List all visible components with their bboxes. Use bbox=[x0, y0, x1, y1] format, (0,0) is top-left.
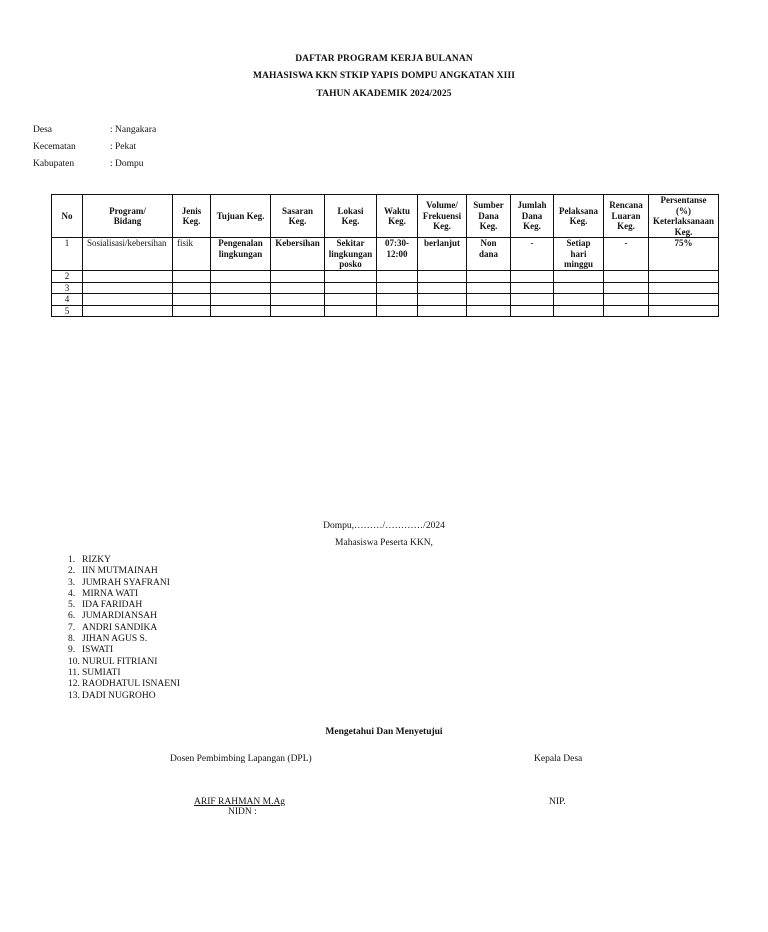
cell-program: Sosialisasi/kebersihan bbox=[83, 238, 173, 271]
cell-no: 4 bbox=[52, 294, 83, 306]
col-rencana: Rencana Luaran Keg. bbox=[604, 195, 649, 238]
list-item: 4. MIRNA WATI bbox=[68, 588, 139, 599]
list-item: 3. JUMRAH SYAFRANI bbox=[68, 577, 170, 588]
cell-pelaksana: Setiap hari minggu bbox=[554, 238, 604, 271]
col-waktu: Waktu Keg. bbox=[377, 195, 418, 238]
kades-nip: NIP. bbox=[549, 797, 566, 807]
doc-title-line-3: TAHUN AKADEMIK 2024/2025 bbox=[316, 89, 452, 99]
table-row bbox=[52, 238, 719, 271]
cell-no: 3 bbox=[52, 282, 83, 294]
approval-heading: Mengetahui Dan Menyetujui bbox=[325, 727, 443, 737]
list-item: 13. DADI NUGROHO bbox=[68, 690, 156, 701]
list-item: 8. JIHAN AGUS S. bbox=[68, 634, 148, 645]
doc-title-line-2: MAHASISWA KKN STKIP YAPIS DOMPU ANGKATAN XIII bbox=[252, 71, 516, 81]
dpl-nidn: NIDN : bbox=[228, 807, 257, 817]
cell-waktu: 07:30- 12:00 bbox=[377, 238, 418, 271]
list-item: 6. JUMARDIANSAH bbox=[68, 611, 157, 622]
dpl-role: Dosen Pembimbing Lapangan (DPL) bbox=[170, 754, 312, 764]
col-no: No bbox=[52, 195, 83, 238]
list-item: 7. ANDRI SANDIKA bbox=[68, 622, 158, 633]
dpl-name: ARIF RAHMAN M.Ag bbox=[194, 797, 286, 807]
table-header-row bbox=[52, 195, 719, 238]
col-tujuan: Tujuan Keg. bbox=[211, 195, 271, 238]
list-item: 2. IIN MUTMAINAH bbox=[68, 566, 158, 577]
col-sumber: Sumber Dana Keg. bbox=[467, 195, 511, 238]
info-kabupaten-value: : Dompu bbox=[110, 159, 144, 169]
signature-date: Dompu,………/…………/2024 bbox=[323, 521, 445, 531]
col-lokasi: Lokasi Keg. bbox=[325, 195, 377, 238]
list-item: 1. RIZKY bbox=[68, 555, 112, 565]
col-sasaran: Sasaran Keg. bbox=[271, 195, 325, 238]
cell-tujuan: Pengenalan lingkungan bbox=[211, 238, 271, 271]
list-item: 9. ISWATI bbox=[68, 645, 114, 656]
cell-no: 5 bbox=[52, 305, 83, 317]
member-list bbox=[68, 555, 180, 702]
info-kabupaten-label: Kabupaten bbox=[33, 159, 75, 169]
info-desa-label: Desa bbox=[33, 125, 52, 135]
doc-title-line-1: DAFTAR PROGRAM KERJA BULANAN bbox=[295, 54, 473, 64]
kades-role: Kepala Desa bbox=[534, 754, 583, 764]
cell-persentase: 75% bbox=[649, 238, 719, 271]
cell-sumber: Non dana bbox=[467, 238, 511, 271]
program-table bbox=[51, 194, 719, 317]
students-label: Mahasiswa Peserta KKN, bbox=[335, 538, 433, 548]
col-program: Program/ Bidang bbox=[83, 195, 173, 238]
col-jenis: Jenis Keg. bbox=[173, 195, 211, 238]
cell-jenis: fisik bbox=[173, 238, 211, 271]
table-row bbox=[52, 305, 719, 317]
cell-sasaran: Kebersihan bbox=[271, 238, 325, 271]
cell-rencana: - bbox=[604, 238, 649, 271]
list-item: 5. IDA FARIDAH bbox=[68, 600, 143, 611]
table-row bbox=[52, 271, 719, 283]
col-pelaksana: Pelaksana Keg. bbox=[554, 195, 604, 238]
cell-jumlah: - bbox=[511, 238, 554, 271]
col-volume: Volume/ Frekuensi Keg. bbox=[418, 195, 467, 238]
cell-lokasi: Sekitar lingkungan posko bbox=[325, 238, 377, 271]
list-item: 11. SUMIATI bbox=[68, 667, 121, 678]
cell-no: 1 bbox=[52, 238, 83, 271]
list-item: 12. RAODHATUL ISNAENI bbox=[68, 679, 181, 690]
cell-volume: berlanjut bbox=[418, 238, 467, 271]
table-row bbox=[52, 294, 719, 306]
cell-no: 2 bbox=[52, 271, 83, 283]
table-row bbox=[52, 282, 719, 294]
info-kecamatan-label: Kecematan bbox=[33, 142, 76, 152]
info-kecamatan-value: : Pekat bbox=[110, 142, 137, 152]
col-persentase: Persentanse (%) Keterlaksanaan Keg. bbox=[649, 195, 719, 238]
col-jumlah: Jumlah Dana Keg. bbox=[511, 195, 554, 238]
list-item: 10. NURUL FITRIANI bbox=[68, 656, 158, 667]
info-desa-value: : Nangakara bbox=[110, 125, 157, 135]
